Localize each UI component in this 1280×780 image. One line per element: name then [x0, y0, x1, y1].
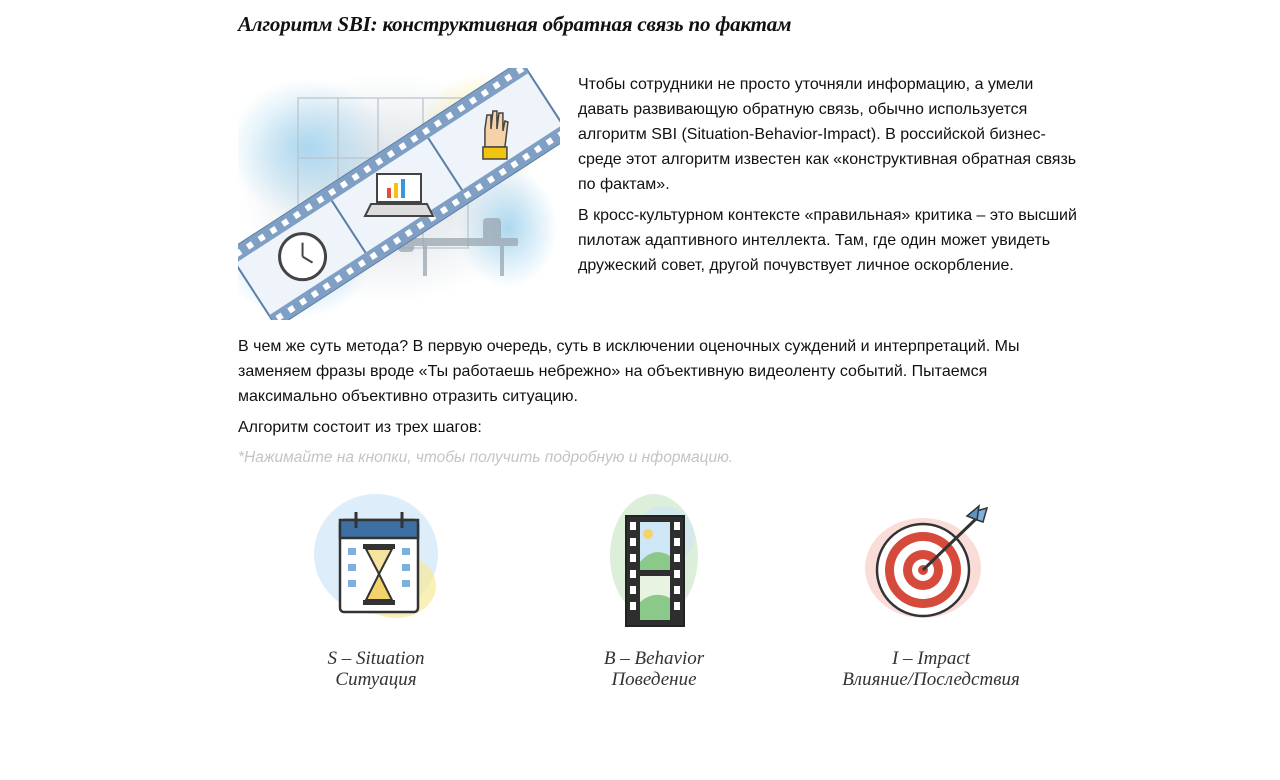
target-arrow-icon: [861, 486, 1001, 636]
step-impact-button[interactable]: [811, 486, 1051, 690]
step-behavior-label: [534, 648, 774, 690]
step-situation-label: [256, 648, 496, 690]
step-situation-button[interactable]: [256, 486, 496, 690]
step-impact-label: [811, 648, 1051, 690]
step-title: B – Behavior: [603, 648, 705, 669]
hint-text: *Нажимайте на кнопки, чтобы получить подробную и нформацию.: [238, 449, 734, 466]
film-strip-icon: [584, 486, 724, 636]
method-paragraph: В чем же суть метода? В первую очередь, суть в исключении оценочных суждений и интерпретаций. Мы заменяем фразы вроде «Ты работаешь небрежно» на объективную видеоленту событий. Пытаемся максимально объективно отразить ситуацию.: [238, 338, 1020, 405]
step-subtitle: Влияние/Последствия: [842, 669, 1020, 690]
intro-paragraph: Чтобы сотрудники не просто уточняли информацию, а умели давать развивающую обратную связь, обычно используется алгоритм SBI (Situation-Behavior-Impact). В российской бизнес-среде этот алгоритм известен как «конструктивная обратная связь по фактам».: [578, 76, 1077, 193]
intro-text: [578, 72, 1078, 284]
method-description: [238, 334, 1078, 446]
step-subtitle: Ситуация: [335, 669, 417, 690]
step-subtitle: Поведение: [611, 669, 697, 690]
step-title: I – Impact: [891, 648, 971, 669]
page-title: Алгоритм SBI: конструктивная обратная связь по фактам: [238, 12, 792, 36]
intro-paragraph: В кросс-культурном контексте «правильная» критика – это высший пилотаж адаптивного интеллекта. Там, где один может увидеть дружеский совет, другой почувствует личное оскорбление.: [578, 207, 1077, 274]
step-title: S – Situation: [327, 648, 425, 669]
hero-illustration: [238, 68, 560, 320]
step-behavior-button[interactable]: [534, 486, 774, 690]
calendar-hourglass-icon: [306, 486, 446, 636]
steps-intro: Алгоритм состоит из трех шагов:: [238, 419, 482, 436]
